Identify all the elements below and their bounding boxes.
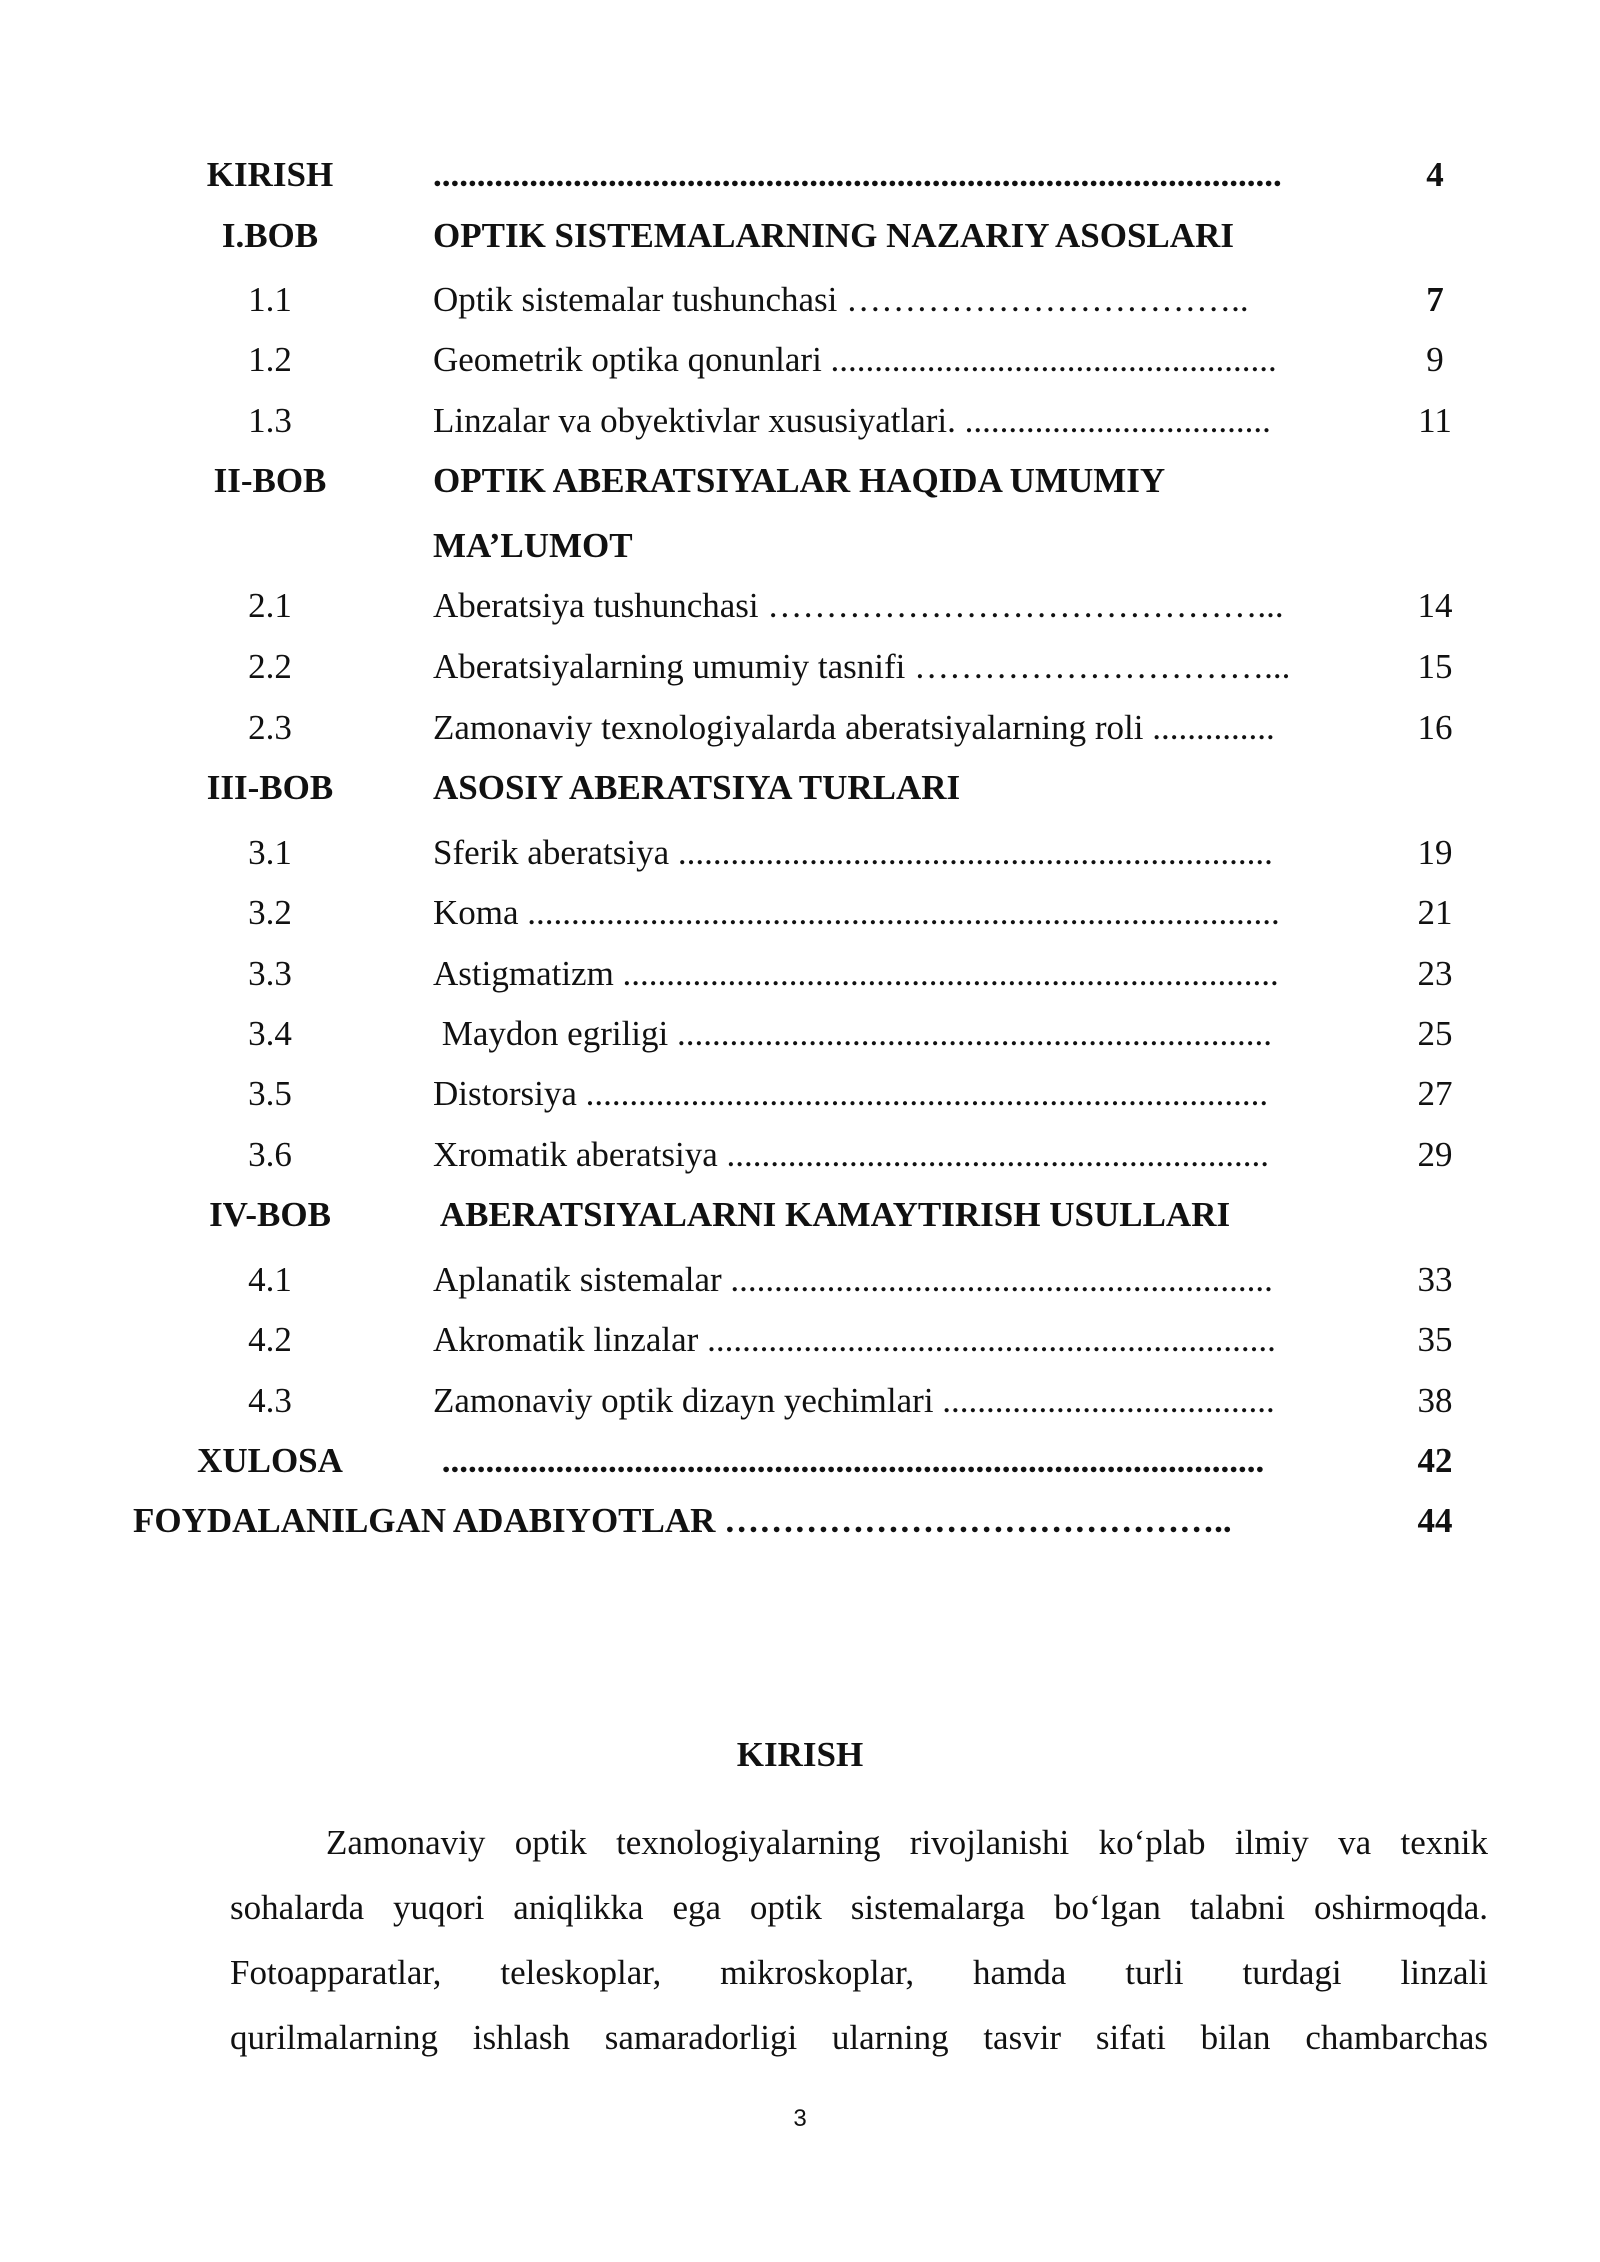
toc-page: 7 bbox=[1426, 280, 1444, 319]
toc-entry-3-2 bbox=[0, 883, 1600, 943]
toc-title: Optik sistemalar tushunchasi …………………………….. bbox=[433, 280, 1249, 319]
toc-label: I.BOB bbox=[221, 216, 319, 255]
toc-title: Aberatsiya tushunchasi ……………………………………... bbox=[433, 586, 1284, 625]
toc-label: 3.5 bbox=[248, 1074, 292, 1113]
toc-chapter-2-continued bbox=[0, 516, 1600, 576]
toc-chapter-3 bbox=[0, 758, 1600, 818]
toc-page: 29 bbox=[1417, 1135, 1453, 1174]
toc-title: Akromatik linzalar ................................................................. bbox=[433, 1320, 1276, 1359]
toc-entry-4-3 bbox=[0, 1371, 1600, 1431]
paragraph-line: Fotoapparatlar, teleskoplar, mikroskoplar, hamda turli turdagi linzali bbox=[230, 1953, 1488, 1992]
toc-title: ABERATSIYALARNI KAMAYTIRISH USULLARI bbox=[433, 1195, 1231, 1234]
toc-entry-3-5 bbox=[0, 1064, 1600, 1124]
toc-title: Zamonaviy optik dizayn yechimlari ...................................... bbox=[433, 1381, 1275, 1420]
toc-label: KIRISH bbox=[206, 155, 334, 194]
toc-label: 4.2 bbox=[248, 1320, 292, 1359]
toc-title: MA’LUMOT bbox=[433, 526, 633, 565]
paragraph-line: Zamonaviy optik texnologiyalarning rivojlanishi ko‘plab ilmiy va texnik bbox=[326, 1823, 1488, 1862]
toc-label: 1.3 bbox=[248, 401, 292, 440]
toc-title: Distorsiya .............................................................................. bbox=[433, 1074, 1269, 1113]
toc-label: IV-BOB bbox=[209, 1195, 331, 1234]
toc-page: 19 bbox=[1417, 833, 1453, 872]
toc-title: Koma ...................................................................................... bbox=[433, 893, 1280, 932]
toc-title: Aplanatik sistemalar .............................................................. bbox=[433, 1260, 1273, 1299]
toc-label: XULOSA bbox=[197, 1441, 343, 1480]
toc-entry-3-3 bbox=[0, 944, 1600, 1004]
toc-label: 3.1 bbox=[248, 833, 292, 872]
toc-title: Aberatsiyalarning umumiy tasnifi …………………………... bbox=[433, 647, 1291, 686]
toc-entry-4-1 bbox=[0, 1250, 1600, 1310]
toc-entry-bibliography bbox=[0, 1491, 1600, 1551]
toc-label: 4.1 bbox=[248, 1260, 292, 1299]
toc-entry-1-2 bbox=[0, 330, 1600, 390]
toc-page: 38 bbox=[1417, 1381, 1453, 1420]
toc-label: 3.3 bbox=[248, 954, 292, 993]
toc-label: II-BOB bbox=[213, 461, 327, 500]
toc-page: 35 bbox=[1417, 1320, 1453, 1359]
toc-title: OPTIK ABERATSIYALAR HAQIDA UMUMIY bbox=[433, 461, 1166, 500]
toc-entry-3-4 bbox=[0, 1004, 1600, 1064]
toc-entry-1-1 bbox=[0, 270, 1600, 330]
toc-entry-4-2 bbox=[0, 1310, 1600, 1370]
toc-entry-1-3 bbox=[0, 391, 1600, 451]
intro-paragraph bbox=[230, 1810, 1488, 2070]
toc-title: OPTIK SISTEMALARNING NAZARIY ASOSLARI bbox=[433, 216, 1234, 255]
toc-page: 33 bbox=[1417, 1260, 1453, 1299]
toc-page: 42 bbox=[1417, 1441, 1453, 1480]
toc-page: 14 bbox=[1417, 586, 1453, 625]
toc-title: FOYDALANILGAN ADABIYOTLAR …………………………………….. bbox=[133, 1501, 1232, 1540]
toc-label: 2.2 bbox=[248, 647, 292, 686]
toc-page: 11 bbox=[1418, 401, 1452, 440]
toc-page: 25 bbox=[1417, 1014, 1453, 1053]
paragraph-line: sohalarda yuqori aniqlikka ega optik sistemalarga bo‘lgan talabni oshirmoqda. bbox=[230, 1888, 1488, 1927]
toc-title: ................................................................................................. bbox=[433, 155, 1282, 194]
toc-label: 2.3 bbox=[248, 708, 292, 747]
toc-label: III-BOB bbox=[206, 768, 334, 807]
toc-label: 3.4 bbox=[248, 1014, 292, 1053]
toc-title: ASOSIY ABERATSIYA TURLARI bbox=[433, 768, 961, 807]
toc-page: 15 bbox=[1417, 647, 1453, 686]
toc-title: Zamonaviy texnologiyalarda aberatsiyalarning roli .............. bbox=[433, 708, 1275, 747]
toc-page: 16 bbox=[1417, 708, 1453, 747]
toc-title: .............................................................................................. bbox=[433, 1441, 1265, 1480]
toc-label: 4.3 bbox=[248, 1381, 292, 1420]
toc-entry-3-1 bbox=[0, 823, 1600, 883]
toc-label: 2.1 bbox=[248, 586, 292, 625]
toc-page: 44 bbox=[1417, 1501, 1453, 1540]
toc-title: Sferik aberatsiya .................................................................... bbox=[433, 833, 1273, 872]
toc-page: 23 bbox=[1417, 954, 1453, 993]
toc-page: 4 bbox=[1426, 155, 1444, 194]
toc-page: 27 bbox=[1417, 1074, 1453, 1113]
toc-entry-2-3 bbox=[0, 698, 1600, 758]
toc-entry-3-6 bbox=[0, 1125, 1600, 1185]
toc-title: Geometrik optika qonunlari ................................................... bbox=[433, 340, 1277, 379]
toc-label: 3.6 bbox=[248, 1135, 292, 1174]
toc-label: 3.2 bbox=[248, 893, 292, 932]
paragraph-line: qurilmalarning ishlash samaradorligi ularning tasvir sifati bilan chambarchas bbox=[230, 2018, 1488, 2057]
toc-label: 1.1 bbox=[248, 280, 292, 319]
toc-chapter-1 bbox=[0, 206, 1600, 266]
toc-title: Linzalar va obyektivlar xususiyatlari. ................................... bbox=[433, 401, 1271, 440]
toc-entry-kirish bbox=[0, 145, 1600, 205]
page-number: 3 bbox=[793, 2105, 807, 2132]
intro-heading: KIRISH bbox=[736, 1735, 864, 1774]
toc-page: 21 bbox=[1417, 893, 1453, 932]
toc-chapter-4 bbox=[0, 1185, 1600, 1245]
toc-entry-2-1 bbox=[0, 576, 1600, 636]
toc-title: Astigmatizm ........................................................................... bbox=[433, 954, 1279, 993]
toc-page: 9 bbox=[1426, 340, 1444, 379]
toc-title: Xromatik aberatsiya .............................................................. bbox=[433, 1135, 1270, 1174]
toc-label: 1.2 bbox=[248, 340, 292, 379]
toc-title: Maydon egriligi .................................................................... bbox=[433, 1014, 1272, 1053]
toc-entry-2-2 bbox=[0, 637, 1600, 697]
toc-chapter-2 bbox=[0, 451, 1600, 511]
toc-entry-xulosa bbox=[0, 1431, 1600, 1491]
